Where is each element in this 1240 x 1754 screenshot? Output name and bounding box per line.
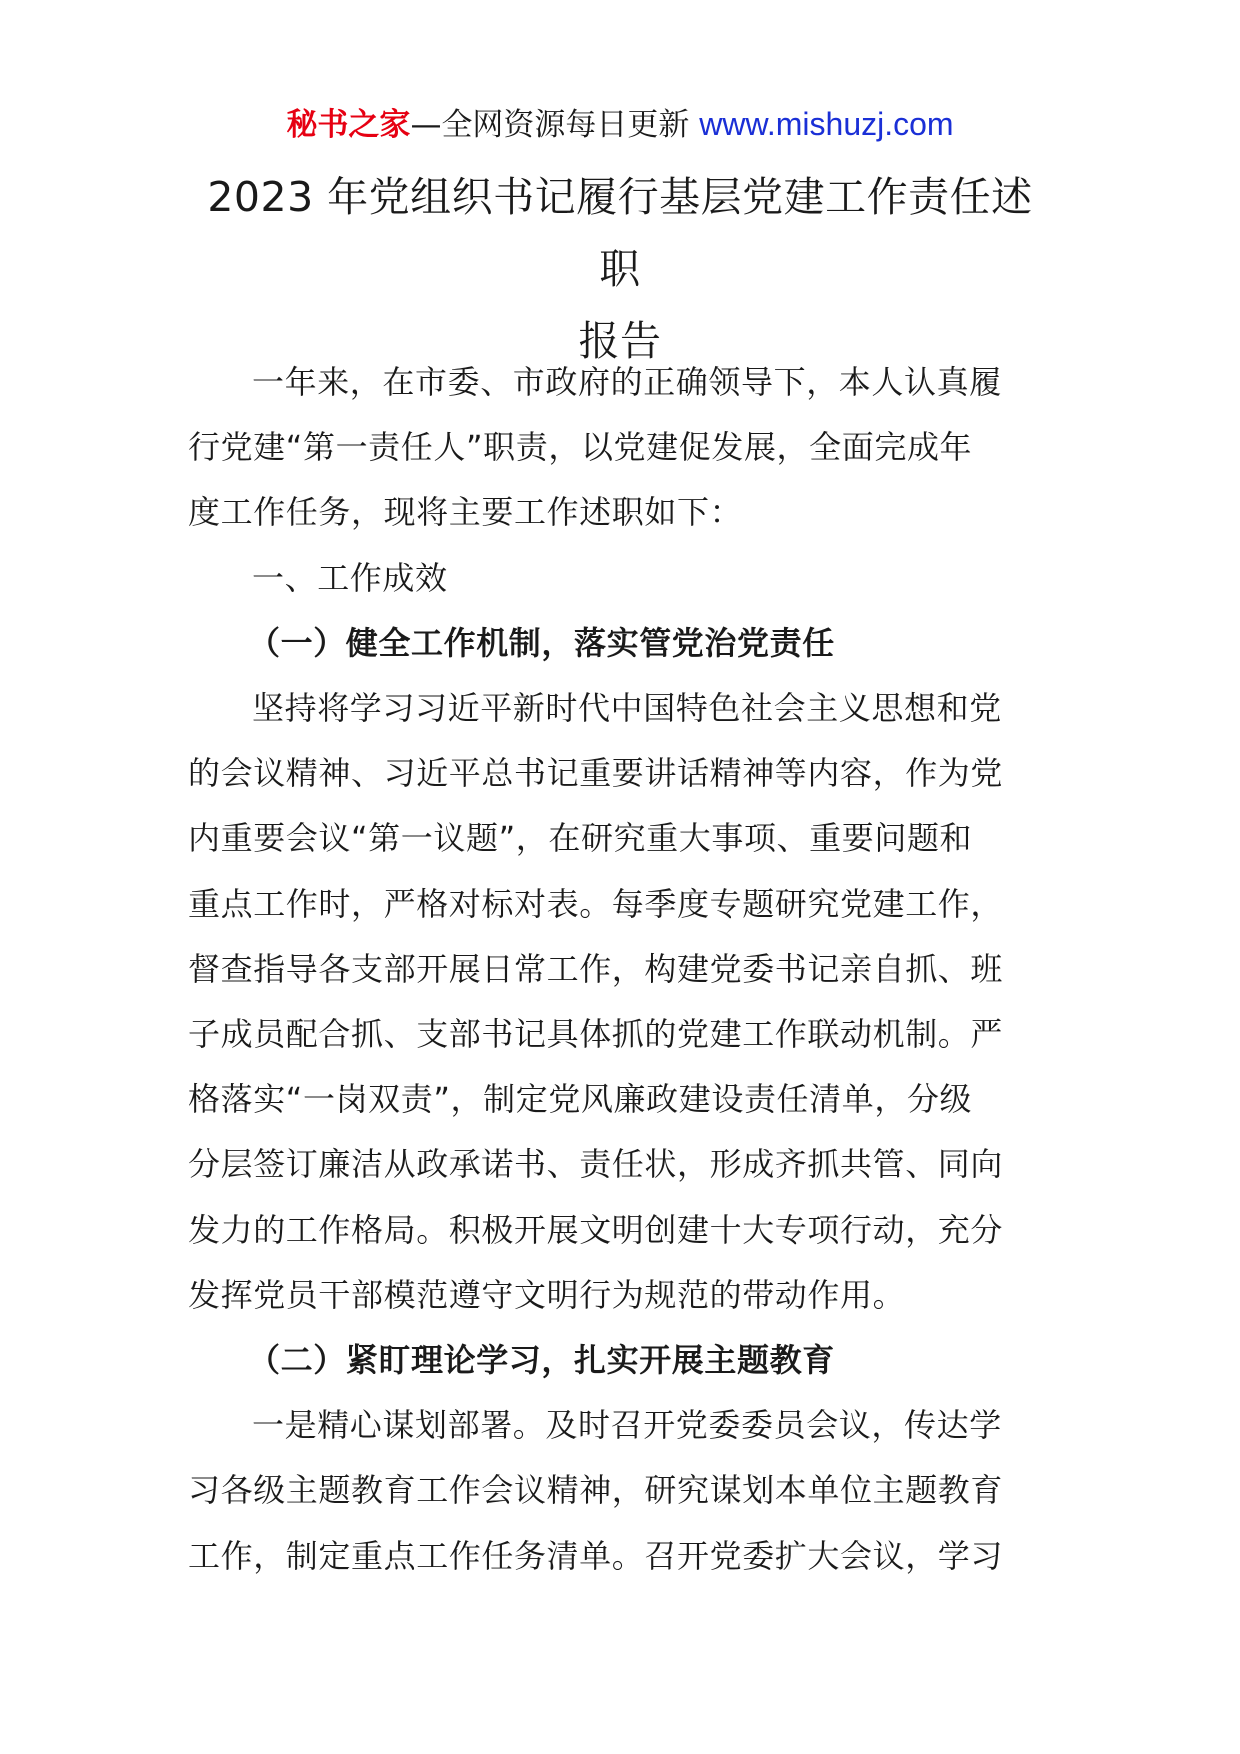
- paragraph-line: 坚持将学习习近平新时代中国特色社会主义思想和党: [252, 689, 1002, 728]
- site-header: [0, 102, 1240, 147]
- paragraph-line: 发力的工作格局。积极开展文明创建十大专项行动，充分: [188, 1210, 1004, 1249]
- title-line-1: 2023 年党组织书记履行基层党建工作责任述职: [207, 173, 1033, 293]
- section-heading: 一、工作成效: [252, 558, 448, 597]
- intro-line: 度工作任务，现将主要工作述职如下：: [188, 493, 743, 532]
- subsection-heading-2: （二）紧盯理论学习，扎实开展主题教育: [248, 1341, 835, 1380]
- paragraph-line: 子成员配合抓、支部书记具体抓的党建工作联动机制。严: [188, 1015, 1004, 1054]
- header-tagline: —全网资源每日更新: [410, 107, 700, 143]
- paragraph-line: 习各级主题教育工作会议精神，研究谋划本单位主题教育: [188, 1471, 1004, 1510]
- paragraph-line: 的会议精神、习近平总书记重要讲话精神等内容，作为党: [188, 754, 1004, 793]
- intro-line: 一年来，在市委、市政府的正确领导下，本人认真履: [252, 363, 1002, 401]
- paragraph-line: 内重要会议“第一议题”，在研究重大事项、重要问题和: [188, 819, 973, 858]
- intro-line: 行党建“第一责任人”职责，以党建促发展，全面完成年: [188, 428, 973, 467]
- document-title: [190, 161, 1050, 377]
- site-url-link[interactable]: www.mishuzj.com: [699, 106, 954, 142]
- paragraph-line: 分层签订廉洁从政承诺书、责任状，形成齐抓共管、同向: [188, 1145, 1004, 1184]
- paragraph-line: 一是精心谋划部署。及时召开党委委员会议，传达学: [252, 1406, 1002, 1445]
- paragraph-line: 工作，制定重点工作任务清单。召开党委扩大会议，学习: [188, 1536, 1004, 1575]
- paragraph-line: 重点工作时，严格对标对表。每季度专题研究党建工作，: [188, 884, 1004, 923]
- brand-name: 秘书之家: [286, 107, 411, 143]
- paragraph-line: 督查指导各支部开展日常工作，构建党委书记亲自抓、班: [188, 949, 1004, 988]
- paragraph-line: 格落实“一岗双责”，制定党风廉政建设责任清单，分级: [188, 1080, 973, 1119]
- document-body: [188, 350, 1058, 1589]
- subsection-heading-1: （一）健全工作机制，落实管党治党责任: [248, 623, 835, 662]
- title-line-2: 报告: [578, 317, 662, 365]
- paragraph-line: 发挥党员干部模范遵守文明行为规范的带动作用。: [188, 1275, 906, 1314]
